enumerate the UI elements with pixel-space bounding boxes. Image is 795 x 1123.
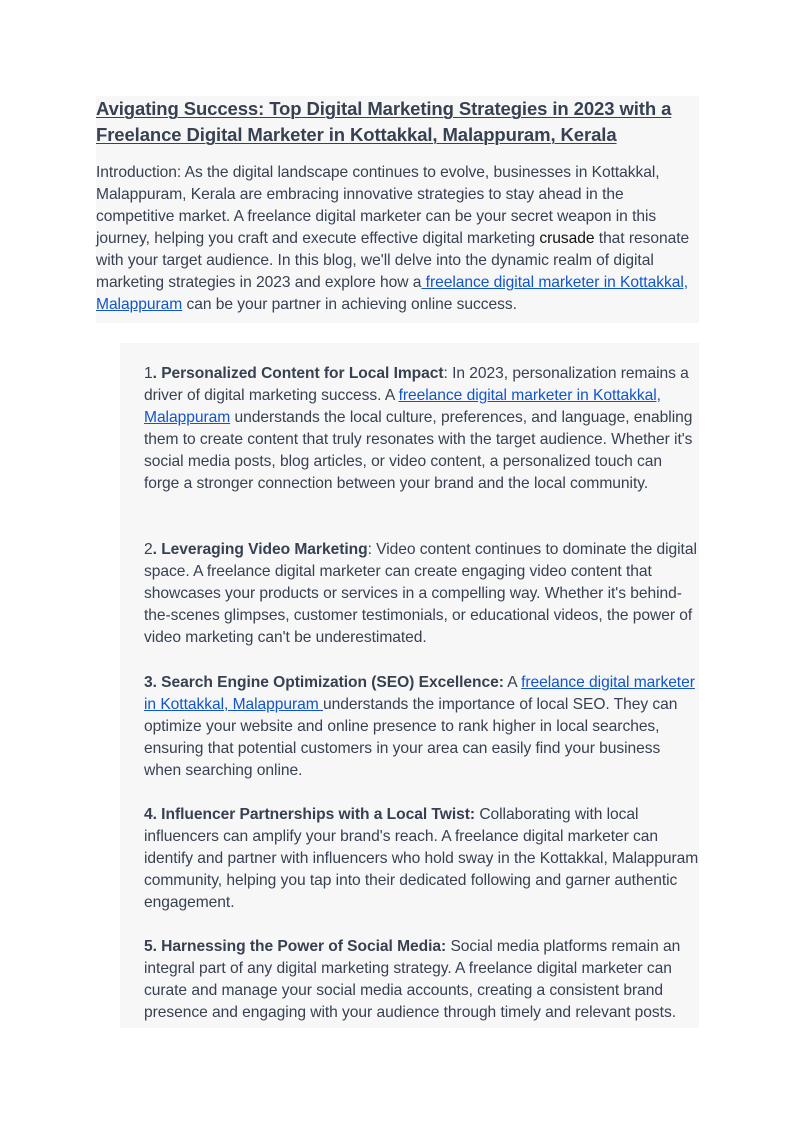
item-3-heading: 3. Search Engine Optimization (SEO) Excellence: [144, 674, 504, 691]
title-line-1: Avigating Success: Top Digital Marketing Strategies in 2023 with a [96, 98, 672, 119]
item-1-number: 1 [144, 365, 153, 382]
intro-dark-word: crusade [539, 230, 595, 247]
item-2-number: 2 [144, 541, 153, 558]
strategies-list [120, 343, 699, 1028]
item-5-heading: 5. Harnessing the Power of Social Media: [144, 938, 447, 955]
item-3-text-after: understands the importance of local SEO. They can optimize your website and online presence to rank higher in local searches, ensuring that potential customers in your area can easily find your business when searching online. [144, 696, 678, 779]
item-4-heading: 4. Influencer Partnerships with a Local Twist: [144, 806, 476, 823]
strategy-item-2 [144, 539, 699, 649]
intro-text-middle: that resonate with your target audience. In this blog, we'll delve into the dynamic realm of digital marketing strategies in 2023 and explore how a [96, 230, 690, 291]
intro-link[interactable]: freelance digital marketer in Kottakkal, Malappuram [96, 274, 689, 313]
item-2-text: : Video content continues to dominate the digital space. A freelance digital marketer can create engaging video content that showcases your products or services in a compelling way. Whether it's behind-the-scenes glimpses, customer testimonials, or educational videos, the power of video marketing can't be underestimated. [144, 541, 697, 646]
item-3-link[interactable]: freelance digital marketer in Kottakkal, Malappuram [144, 674, 695, 713]
item-2-heading: . Leveraging Video Marketing [152, 541, 368, 558]
item-5-text: Social media platforms remain an integral part of any digital marketing strategy. A freelance digital marketer can curate and manage your social media accounts, creating a consistent brand presence and engaging with your audience through timely and relevant posts. [144, 938, 681, 1021]
item-3-text-before: A [503, 674, 522, 691]
item-1-text-after: understands the local culture, preferences, and language, enabling them to create content that truly resonates with the target audience. Whether it's social media posts, blog articles, or video content, a personalized touch can forge a stronger connection between your brand and the local community. [144, 409, 693, 492]
intro-section [96, 96, 699, 323]
intro-text-after: can be your partner in achieving online success. [182, 296, 517, 313]
item-4-text: Collaborating with local influencers can amplify your brand's reach. A freelance digital marketer can identify and partner with influencers who hold sway in the Kottakkal, Malappuram community, helping you tap into their dedicated following and garner authentic engagement. [144, 806, 699, 911]
strategy-item-1 [144, 363, 699, 495]
intro-text-before: Introduction: As the digital landscape continues to evolve, businesses in Kottakkal, Malappuram, Kerala are embracing innovative strategies to stay ahead in the competitive market. A freelance digital marketer can be your secret weapon in this journey, helping you craft and execute effective digital marketing [96, 164, 660, 247]
page-title[interactable] [96, 96, 699, 148]
intro-paragraph [96, 162, 699, 316]
strategy-item-5 [144, 936, 699, 1024]
item-1-link[interactable]: freelance digital marketer in Kottakkal, Malappuram [144, 387, 661, 426]
strategy-item-3 [144, 672, 699, 782]
item-1-heading: . Personalized Content for Local Impact [152, 365, 444, 382]
title-line-2: Freelance Digital Marketer in Kottakkal, Malappuram, Kerala [96, 124, 617, 145]
item-1-text-before: : In 2023, personalization remains a driver of digital marketing success. A [144, 365, 689, 404]
strategy-item-4 [144, 804, 699, 914]
